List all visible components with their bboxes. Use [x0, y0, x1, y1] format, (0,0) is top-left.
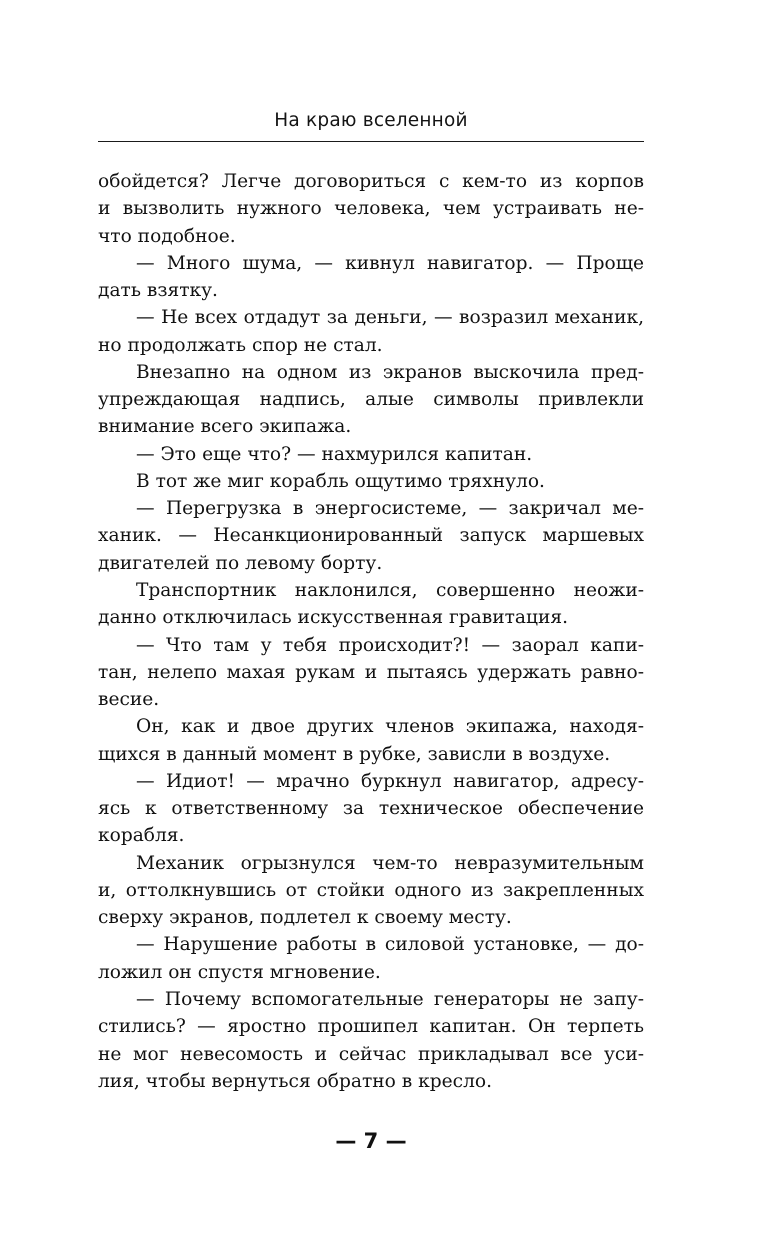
text-line: что подобное. [98, 225, 236, 247]
text-line: дать взятку. [98, 280, 218, 302]
page-number: — 7 — [335, 1129, 407, 1153]
text-line: двигателей по левому борту. [98, 552, 383, 574]
text-line: — Это еще что? — нахмурился капитан. [136, 443, 533, 465]
text-line: ложил он спустя мгновение. [98, 961, 381, 983]
text-line: — Идиот! — мрачно буркнул навигатор, адресу- [136, 770, 644, 792]
text-line: и вызволить нужного человека, чем устраивать не- [98, 198, 644, 220]
text-line: — Почему вспомогательные генераторы не запу- [136, 988, 644, 1010]
text-line: лия, чтобы вернуться обратно в кресло. [98, 1070, 493, 1092]
text-line: — Что там у тебя происходит?! — заорал капи- [136, 634, 644, 656]
text-line: не мог невесомость и сейчас прикладывал все уси- [98, 1043, 644, 1065]
text-line: тан, нелепо махая рукам и пытаясь удержать равно- [98, 661, 644, 683]
running-head: На краю вселенной [274, 110, 468, 131]
header-rule [98, 141, 644, 142]
body-text [98, 168, 644, 1095]
text-line: и, оттолкнувшись от стойки одного из закрепленных [98, 879, 644, 901]
text-line: стились? — яростно прошипел капитан. Он терпеть [98, 1016, 644, 1038]
text-line: весие. [98, 689, 160, 711]
text-line: обойдется? Легче договориться с кем-то из корпов [98, 171, 644, 192]
text-line: но продолжать спор не стал. [98, 334, 383, 356]
text-line: Он, как и двое других членов экипажа, находя- [136, 716, 644, 738]
text-line: корабля. [98, 825, 185, 847]
text-line: В тот же миг корабль ощутимо тряхнуло. [136, 470, 545, 492]
text-line: Транспортник наклонился, совершенно неожи- [136, 579, 644, 601]
text-line: — Много шума, — кивнул навигатор. — Проще [136, 252, 644, 274]
text-line: сверху экранов, подлетел к своему месту. [98, 907, 512, 929]
text-line: щихся в данный момент в рубке, зависли в воздухе. [98, 743, 611, 765]
text-line: упреждающая надпись, алые символы привлекли [98, 389, 644, 411]
text-line: — Нарушение работы в силовой установке, — до- [136, 934, 644, 956]
text-line: — Перегрузка в энергосистеме, — закричал ме- [136, 498, 644, 520]
text-line: внимание всего экипажа. [98, 416, 352, 438]
text-line: Внезапно на одном из экранов выскочила пред- [136, 361, 644, 383]
text-line: ханик. — Несанкционированный запуск маршевых [98, 525, 644, 547]
text-line: Механик огрызнулся чем-то невразумительным [136, 852, 644, 874]
text-line: данно отключилась искусственная гравитация. [98, 607, 568, 629]
text-line: — Не всех отдадут за деньги, — возразил механик, [136, 307, 644, 329]
text-line: ясь к ответственному за техническое обеспечение [98, 798, 644, 820]
